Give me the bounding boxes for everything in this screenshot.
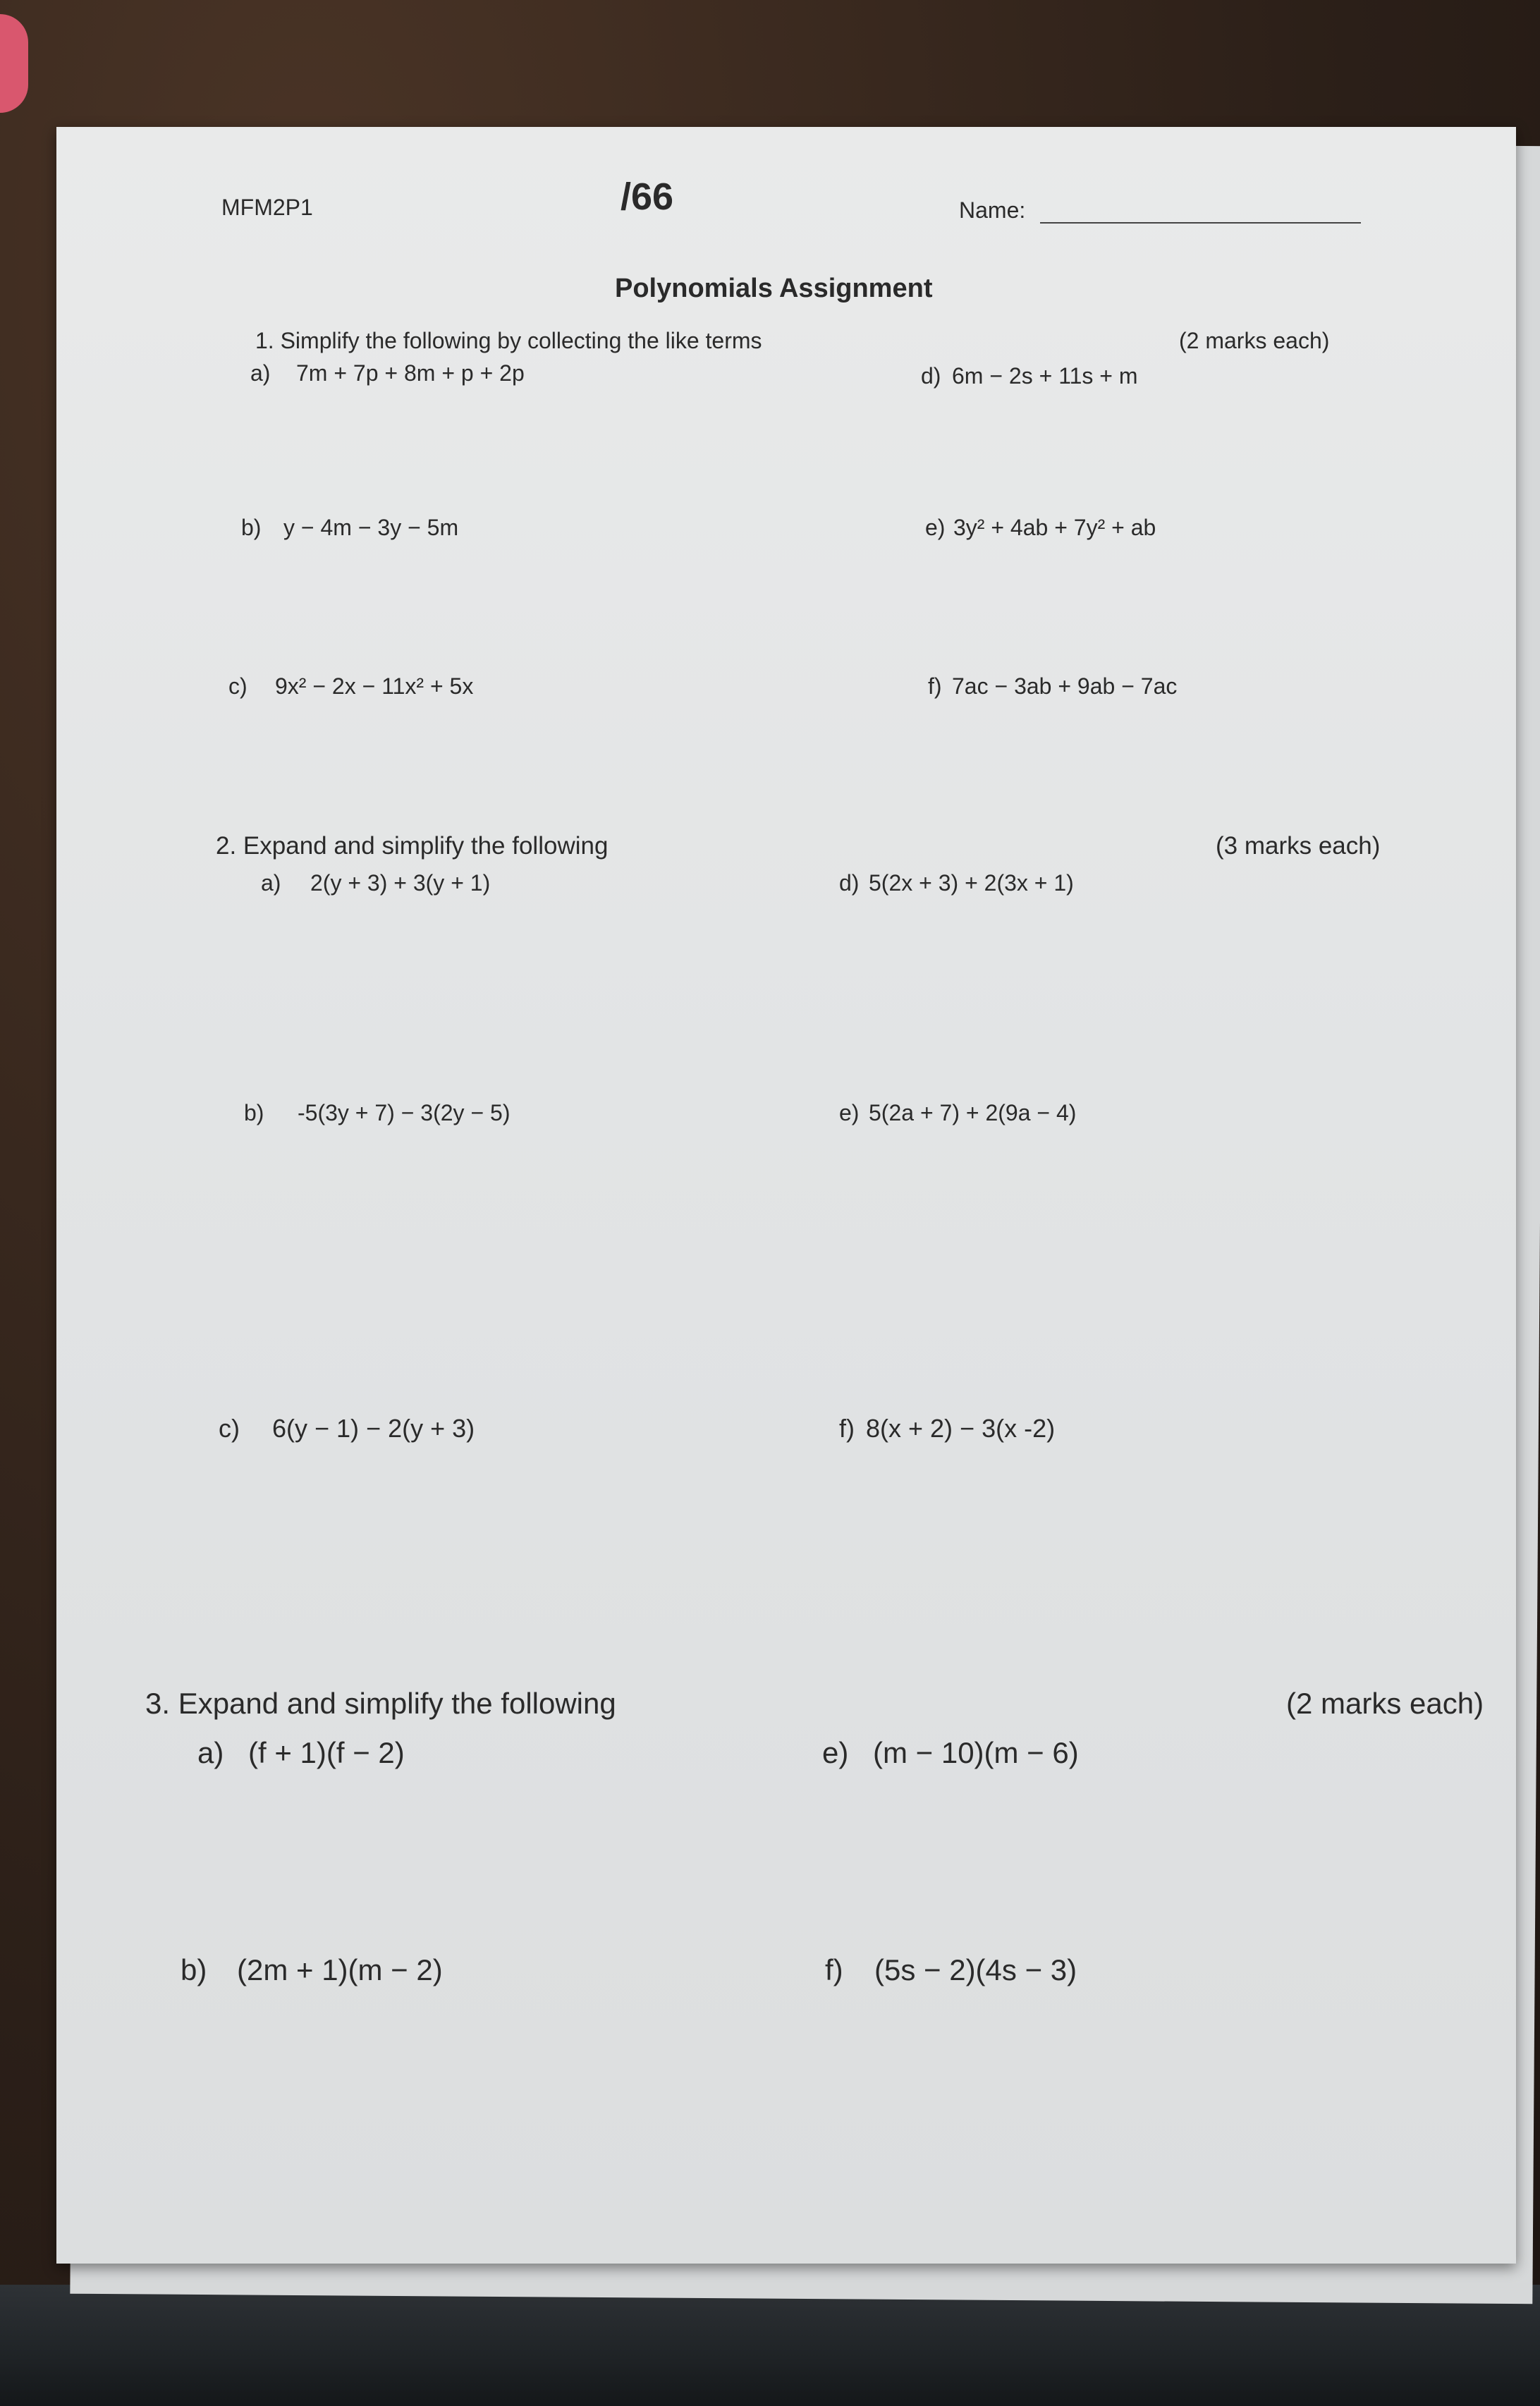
q2c-expression: 6(y − 1) − 2(y + 3)	[272, 1414, 475, 1443]
q2-marks: (3 marks each)	[1216, 832, 1381, 860]
q3b-expression: (2m + 1)(m − 2)	[237, 1953, 443, 1986]
q3-heading: 3. Expand and simplify the following	[145, 1687, 616, 1720]
q2d-expression: 5(2x + 3) + 2(3x + 1)	[869, 870, 1074, 896]
q3-marks: (2 marks each)	[1286, 1687, 1484, 1720]
q1b-label: b)	[241, 515, 262, 540]
worksheet-page	[56, 127, 1516, 2264]
q1f-expression: 7ac − 3ab + 9ab − 7ac	[952, 673, 1178, 699]
q2b-expression: -5(3y + 7) − 3(2y − 5)	[298, 1100, 511, 1125]
q2b-label: b)	[244, 1100, 264, 1125]
q1c-label: c)	[228, 673, 248, 699]
q3e-label: e)	[822, 1736, 849, 1769]
q3e-expression: (m − 10)(m − 6)	[873, 1736, 1079, 1769]
q3f-label: f)	[825, 1953, 843, 1986]
q1a-label: a)	[250, 360, 271, 386]
q3f-expression: (5s − 2)(4s − 3)	[874, 1953, 1077, 1986]
chair-background	[0, 2285, 1540, 2406]
q2e-label: e)	[839, 1100, 860, 1125]
q3a-expression: (f + 1)(f − 2)	[248, 1736, 405, 1769]
total-marks: /66	[621, 176, 674, 218]
q2-heading: 2. Expand and simplify the following	[216, 832, 609, 860]
q1e-label: e)	[925, 515, 946, 540]
name-label: Name:	[959, 197, 1026, 223]
q1e-expression: 3y² + 4ab + 7y² + ab	[953, 515, 1156, 540]
q2f-expression: 8(x + 2) − 3(x -2)	[866, 1414, 1056, 1443]
q2f-label: f)	[839, 1414, 855, 1443]
course-code: MFM2P1	[221, 195, 313, 220]
q2e-expression: 5(2a + 7) + 2(9a − 4)	[869, 1100, 1077, 1125]
q2a-expression: 2(y + 3) + 3(y + 1)	[310, 870, 491, 896]
q2a-label: a)	[261, 870, 281, 896]
page-title: Polynomials Assignment	[615, 274, 933, 303]
q1-heading: 1. Simplify the following by collecting the like terms	[255, 328, 762, 353]
q1b-expression: y − 4m − 3y − 5m	[283, 515, 459, 540]
q3b-label: b)	[181, 1953, 207, 1986]
q1d-label: d)	[921, 363, 941, 389]
q2d-label: d)	[839, 870, 860, 896]
q1c-expression: 9x² − 2x − 11x² + 5x	[275, 673, 474, 699]
q1a-expression: 7m + 7p + 8m + p + 2p	[296, 360, 525, 386]
q1-marks: (2 marks each)	[1179, 328, 1330, 353]
q1f-label: f)	[928, 673, 942, 699]
q3a-label: a)	[197, 1736, 224, 1769]
q1d-expression: 6m − 2s + 11s + m	[952, 363, 1138, 389]
name-blank-line[interactable]	[1040, 222, 1361, 224]
q2c-label: c)	[219, 1414, 240, 1443]
pink-object	[0, 14, 28, 113]
